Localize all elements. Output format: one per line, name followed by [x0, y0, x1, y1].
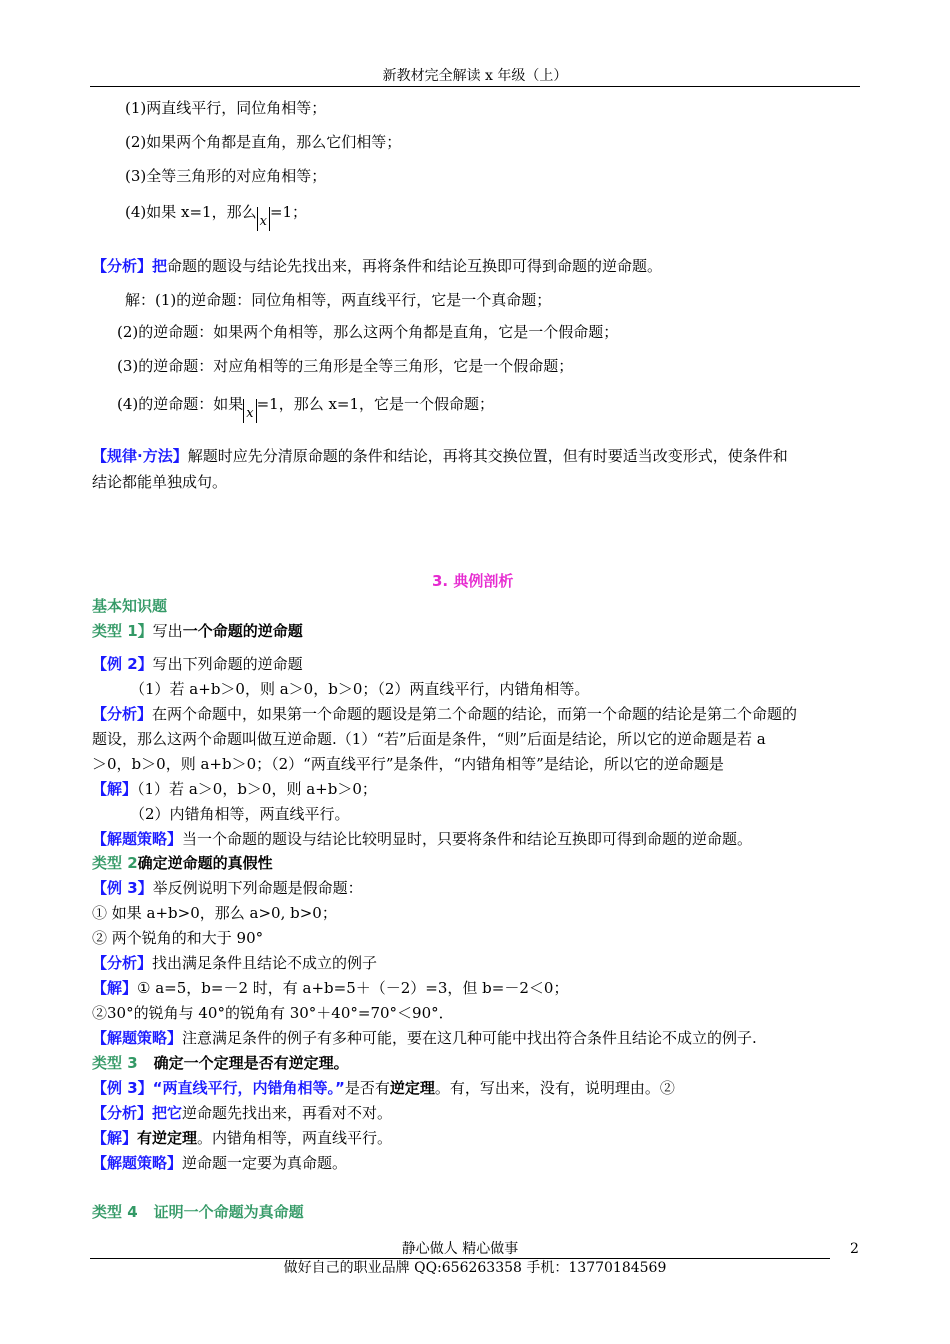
rule-tag: 【规律·方法】 [92, 447, 188, 465]
example-2-text: 写出下列命题的逆命题 [152, 655, 303, 673]
solution-4-prefix: (4)的逆命题：如果 [117, 395, 244, 413]
type-4 [92, 1202, 304, 1222]
analysis-tag: 【分析】 [92, 1104, 153, 1122]
analysis-tag: 【分析】 [92, 954, 153, 972]
example-2-analysis-3: ＞0，b＞0，则 a+b＞0；（2）“两直线平行”是条件，“内错角相等”是结论，所以它的逆命题是 [92, 755, 724, 773]
example-3b-quote: “两直线平行，内错角相等。” [152, 1079, 345, 1097]
strategy-text: 当一个命题的题设与结论比较明显时，只要将条件和结论互换即可得到命题的逆命题。 [182, 830, 753, 848]
analysis-text: 命题的题设与结论先找出来，再将条件和结论互换即可得到命题的逆命题。 [167, 257, 663, 275]
abs-x: x [243, 399, 256, 423]
example-3b-solution [92, 1128, 392, 1148]
analysis-text: 逆命题先找出来，再看对不对。 [182, 1104, 393, 1122]
rule-line-1 [92, 446, 788, 466]
strategy-text: 注意满足条件的例子有多种可能，要在这几种可能中找出符合条件且结论不成立的例子. [182, 1029, 757, 1047]
example-3b-strategy [92, 1153, 347, 1173]
example-3-tag: 【例 3】 [92, 879, 153, 897]
solution-4-suffix: =1，那么 x=1，它是一个假命题； [256, 395, 495, 413]
solution-tag: 【解】 [92, 979, 138, 997]
example-2-items: （1）若 a+b＞0，则 a＞0，b＞0；（2）两直线平行，内错角相等。 [130, 680, 590, 698]
page-number: 2 [850, 1241, 859, 1257]
solution-tag: 【解】 [92, 1129, 138, 1147]
type-1-plain: 写出 [152, 622, 183, 640]
solution-2: (2)的逆命题：如果两个角相等，那么这两个角都是直角，它是一个假命题； [117, 323, 619, 341]
type-4-tag: 类型 4 [92, 1203, 138, 1221]
example-3-strategy [92, 1028, 757, 1048]
example-3b-analysis [92, 1103, 392, 1123]
example-2-tag: 【例 2】 [92, 655, 153, 673]
solution-4 [117, 394, 494, 423]
example-3 [92, 878, 363, 898]
type-3 [92, 1053, 349, 1073]
example-3-solution-1 [92, 978, 568, 998]
type-3-tag: 类型 3 [92, 1054, 138, 1072]
solution-3: (3)的逆命题：对应角相等的三角形是全等三角形，它是一个假命题； [117, 357, 574, 375]
problem-1: (1)两直线平行，同位角相等； [125, 99, 327, 117]
example-2-analysis-1 [92, 704, 797, 724]
example-2-analysis-text: 在两个命题中，如果第一个命题的题设是第二个命题的结论，而第一个命题的结论是第二个命题的 [152, 705, 798, 723]
problem-4-suffix: =1； [269, 203, 308, 221]
example-3-solution-2: ②30°的锐角与 40°的锐角有 30°＋40°=70°＜90°． [92, 1004, 454, 1022]
type-2 [92, 853, 273, 873]
solution-1: 解：(1)的逆命题：同位角相等，两直线平行，它是一个真命题； [125, 291, 552, 309]
strategy-tag: 【解题策略】 [92, 1029, 183, 1047]
example-3-item-1: ① 如果 a+b>0，那么 a>0, b>0； [92, 904, 337, 922]
strategy-tag: 【解题策略】 [92, 1154, 183, 1172]
type-1 [92, 621, 303, 641]
example-3-text: 举反例说明下列命题是假命题： [152, 879, 363, 897]
section-title: 3. 典例剖析 [432, 572, 514, 590]
problem-3: (3)全等三角形的对应角相等； [125, 167, 327, 185]
problem-4-prefix: (4)如果 x=1，那么 [125, 203, 257, 221]
solution-text: 。内错角相等，两直线平行。 [197, 1129, 393, 1147]
problem-4 [125, 202, 307, 231]
type-1-tag: 类型 1】 [92, 622, 153, 640]
header-divider [90, 86, 860, 87]
analysis-bold: 把它 [152, 1104, 183, 1122]
example-3b-mid: 是否有 [344, 1079, 390, 1097]
analysis-lead: 把 [152, 257, 168, 275]
example-3b-rest: 。有，写出来，没有，说明理由。② [434, 1079, 675, 1097]
type-3-text: 确定一个定理是否有逆定理。 [153, 1054, 349, 1072]
example-3b [92, 1078, 675, 1098]
example-2-analysis-2: 题设，那么这两个命题叫做互逆命题.（1）“若”后面是条件，“则”后面是结论，所以它的逆命题是若 a [92, 730, 766, 748]
strategy-tag: 【解题策略】 [92, 830, 183, 848]
abs-x: x [257, 207, 270, 231]
example-2-solution-1 [92, 779, 377, 799]
type-2-tag: 类型 2 [92, 854, 138, 872]
analysis-1 [92, 256, 662, 276]
analysis-text: 找出满足条件且结论不成立的例子 [152, 954, 378, 972]
section-subtitle: 基本知识题 [92, 597, 168, 615]
example-3-analysis [92, 953, 377, 973]
type-2-text: 确定逆命题的真假性 [137, 854, 273, 872]
solution-bold: 有逆定理 [137, 1129, 198, 1147]
footer-contact: 做好自己的职业品牌 QQ:656263358 手机：13770184569 [283, 1260, 667, 1276]
footer-motto: 静心做人 精心做事 [401, 1241, 519, 1257]
type-4-text: 证明一个命题为真命题 [153, 1203, 304, 1221]
example-3b-tag: 【例 3】 [92, 1079, 153, 1097]
example-3b-bold: 逆定理 [389, 1079, 435, 1097]
page-header: 新教材完全解读 x 年级（上） [382, 68, 568, 84]
analysis-tag: 【分析】 [92, 705, 153, 723]
type-1-bold: 一个命题的逆命题 [182, 622, 303, 640]
problem-2: (2)如果两个角都是直角，那么它们相等； [125, 133, 402, 151]
example-2-strategy [92, 829, 752, 849]
analysis-tag: 【分析】 [92, 257, 153, 275]
solution-tag: 【解】 [92, 780, 138, 798]
solution-text: ① a=5，b=－2 时，有 a+b=5＋（－2）=3，但 b=－2＜0； [137, 979, 569, 997]
rule-text: 解题时应先分清原命题的条件和结论，再将其交换位置，但有时要适当改变形式，使条件和 [187, 447, 788, 465]
example-3-item-2: ② 两个锐角的和大于 90° [92, 929, 264, 947]
strategy-text: 逆命题一定要为真命题。 [182, 1154, 348, 1172]
example-2-solution-text: （1）若 a＞0，b＞0，则 a+b＞0； [137, 780, 377, 798]
example-2-solution-2: （2）内错角相等，两直线平行。 [130, 805, 350, 823]
rule-line-2: 结论都能单独成句。 [92, 473, 228, 491]
example-2 [92, 654, 303, 674]
